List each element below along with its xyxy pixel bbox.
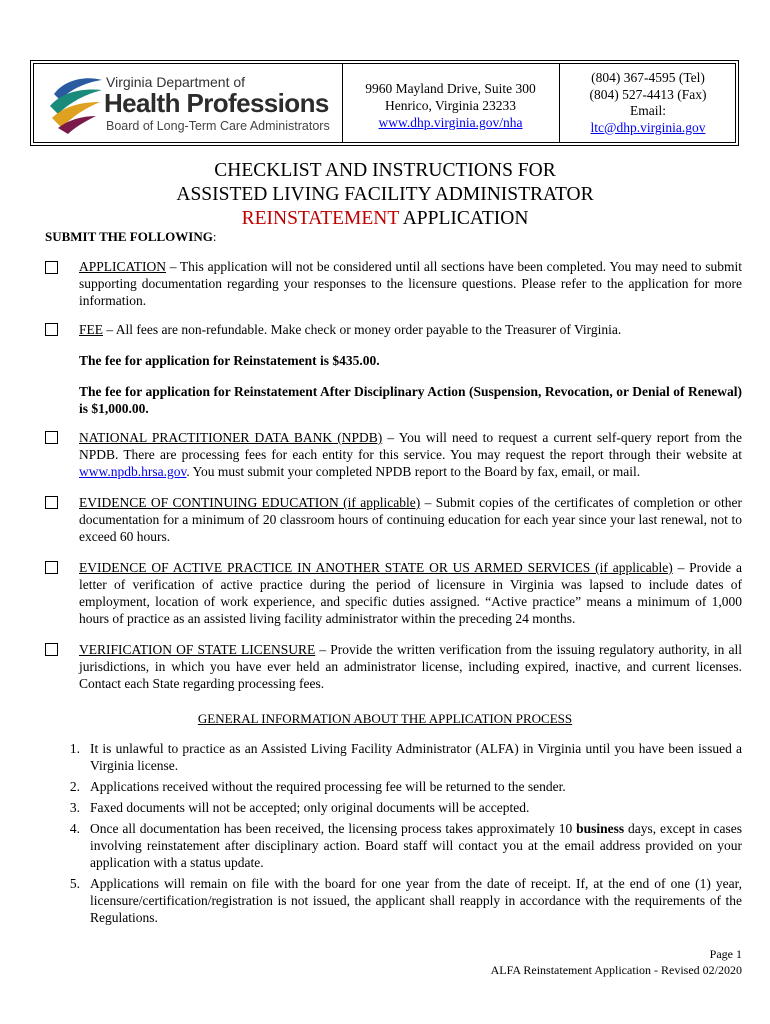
submit-heading: [45, 229, 216, 245]
page-number: Page 1: [709, 947, 742, 961]
list-item: [58, 778, 742, 795]
general-info-heading: GENERAL INFORMATION ABOUT THE APPLICATION PROCESS: [197, 711, 573, 726]
list-number: 4.: [69, 821, 80, 836]
list-text: Faxed documents will not be accepted; only original documents will be accepted.: [90, 800, 530, 815]
item-verification: [79, 641, 742, 692]
npdb-text1: – You will need to request a current self-query report from the NPDB. There are processing fees for each entity for this service. You may request the report through their website at: [79, 430, 743, 462]
letterhead: [33, 63, 736, 143]
list-number: 5.: [69, 876, 80, 891]
active-heading: EVIDENCE OF ACTIVE PRACTICE IN ANOTHER STATE OR US ARMED SERVICES (if applicable): [79, 560, 673, 575]
page-footer: [491, 946, 742, 978]
fee-heading: FEE: [79, 322, 104, 337]
list-text: Applications will remain on file with the board for one year from the date of receipt. If, at the end of one (1) year, licensure/certification/registration is not issued, the applicant shall reapply in accordance with the requirements of the Regulations.: [90, 876, 742, 925]
fee-text: – All fees are non-refundable. Make check or money order payable to the Treasurer of Virginia.: [103, 322, 622, 337]
item-application: [79, 258, 742, 309]
verification-text: – Provide the written verification from the issuing regulatory authority, in all jurisdictions, in which you have ever held an administrator license, including expired, inactive, and current licenses. Contact each State regarding processing fees.: [79, 642, 742, 691]
checkbox-continuing-education[interactable]: [45, 496, 58, 509]
list-text: It is unlawful to practice as an Assisted Living Facility Administrator (ALFA) in Virginia until you have been issued a Virginia license.: [90, 741, 742, 773]
dhp-logo-icon: [46, 72, 106, 136]
title-line1: CHECKLIST AND INSTRUCTIONS FOR: [214, 160, 556, 181]
active-text: – Provide a letter of verification of active practice during the period of licensure in Virginia was lapsed to include dates of employment, location of work experience, and specific duties assigned. “Active practice” means a minimum of 1,000 hours of practice as an assisted living facility administrator within the preceding 24 months.: [79, 560, 742, 626]
list-number: 3.: [69, 800, 80, 815]
item-active-practice: [79, 559, 742, 627]
email-link[interactable]: ltc@dhp.virginia.gov: [590, 119, 706, 135]
title-reinstatement: REINSTATEMENT: [241, 208, 399, 229]
email-label: Email:: [630, 103, 666, 118]
contact-cell: [560, 64, 736, 142]
submit-colon: :: [212, 229, 217, 244]
list-item: [58, 820, 742, 871]
fee-note-disciplinary: The fee for application for Reinstatement After Disciplinary Action (Suspension, Revocation, or Denial of Renewal) is $1,000.00.: [79, 384, 742, 416]
list-text-a: Once all documentation has been received, the licensing process takes approximately 10: [90, 821, 577, 836]
checkbox-fee[interactable]: [45, 323, 58, 336]
item-continuing-education: [79, 494, 742, 545]
list-text: Applications received without the required processing fee will be returned to the sender.: [90, 779, 566, 794]
revision-note: ALFA Reinstatement Application - Revised 02/2020: [490, 963, 742, 977]
item-npdb: [79, 429, 742, 480]
phone-tel: (804) 367-4595 (Tel): [591, 70, 705, 85]
npdb-heading: NATIONAL PRACTITIONER DATA BANK (NPDB): [79, 430, 383, 445]
page-title: [0, 159, 770, 231]
checkbox-active-practice[interactable]: [45, 561, 58, 574]
phone-fax: (804) 527-4413 (Fax): [589, 86, 707, 102]
list-number: 1.: [69, 741, 80, 756]
checkbox-verification[interactable]: [45, 643, 58, 656]
title-line3: [0, 207, 770, 231]
address-line2: Henrico, Virginia 23233: [384, 98, 517, 113]
title-line2: ASSISTED LIVING FACILITY ADMINISTRATOR: [176, 184, 594, 205]
address-cell: [342, 64, 560, 142]
list-text-b: days, except in cases involving reinstatement after disciplinary action. Board staff will contact you at the email address provided on your application with a status update.: [90, 821, 742, 870]
logo-cell: [34, 64, 343, 142]
list-number: 2.: [69, 779, 80, 794]
logo-line3: Board of Long-Term Care Administrators: [106, 119, 330, 133]
website-link[interactable]: www.dhp.virginia.gov/nha: [378, 115, 523, 130]
checkbox-application[interactable]: [45, 261, 58, 274]
ce-text: – Submit copies of the certificates of completion or other documentation for a minimum of 20 classroom hours of continuing education for each year since your last renewal, not to exceed 60 hours.: [79, 495, 742, 544]
fee-note-reinstatement: The fee for application for Reinstatement is $435.00.: [79, 353, 380, 368]
application-text: – This application will not be considered until all sections have been completed. You may need to submit supporting documentation regarding your responses to the licensure questions. Please refer to the application for more information.: [79, 259, 742, 308]
verification-heading: VERIFICATION OF STATE LICENSURE: [79, 642, 316, 657]
list-item: [58, 799, 742, 816]
title-application: APPLICATION: [398, 208, 529, 229]
ce-heading: EVIDENCE OF CONTINUING EDUCATION (if applicable): [79, 495, 421, 510]
list-text: [90, 820, 742, 871]
list-item: [58, 875, 742, 926]
npdb-text2: . You must submit your completed NPDB report to the Board by fax, email, or mail.: [186, 464, 641, 479]
address-line1: 9960 Mayland Drive, Suite 300: [365, 81, 536, 96]
checkbox-npdb[interactable]: [45, 431, 58, 444]
application-heading: APPLICATION: [79, 259, 167, 274]
item-fee: [79, 321, 742, 338]
logo-line2: Health Professions: [104, 88, 329, 118]
list-text-bold: business: [576, 821, 625, 836]
submit-label: SUBMIT THE FOLLOWING: [45, 229, 213, 244]
list-item: [58, 740, 742, 774]
logo-line1: Virginia Department of: [106, 74, 246, 90]
npdb-link[interactable]: www.npdb.hrsa.gov: [79, 464, 187, 479]
